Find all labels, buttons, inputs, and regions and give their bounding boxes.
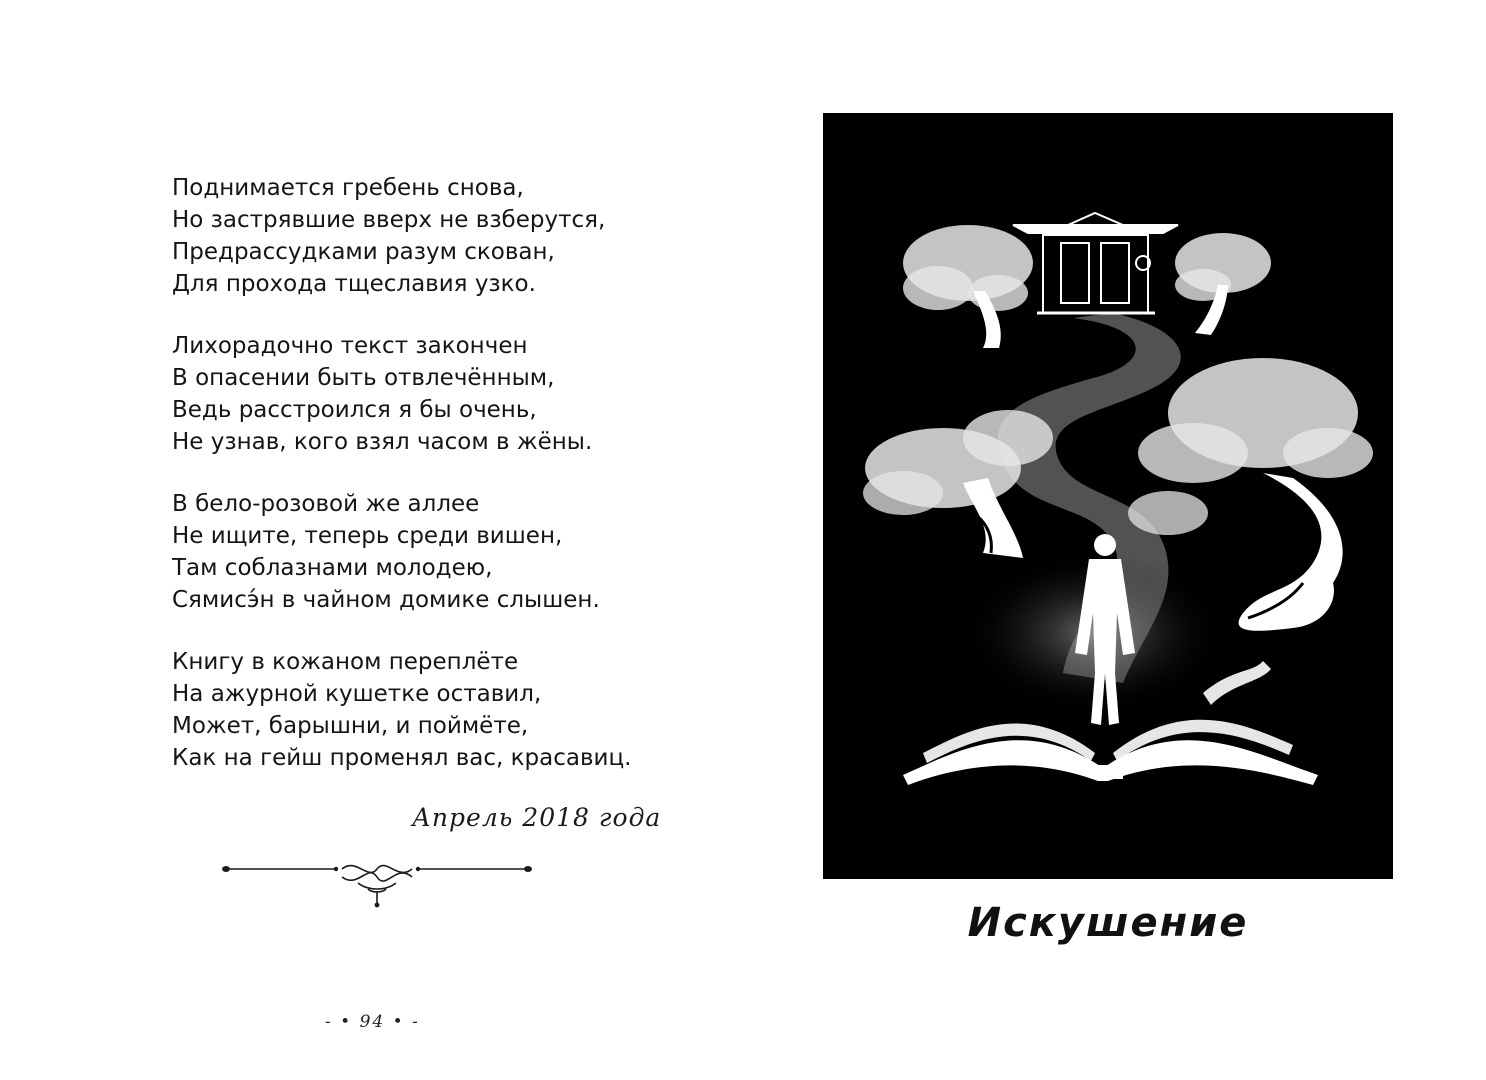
- poem-line: Не ищите, теперь среди вишен,: [172, 523, 563, 549]
- poem: [172, 172, 631, 804]
- chapter-title: Искушение: [967, 900, 1249, 946]
- flourish-divider-icon: [218, 855, 536, 913]
- page-number: - • 94 • -: [325, 1012, 420, 1032]
- poem-line: Для прохода тщеславия узко.: [172, 271, 536, 297]
- poem-line: В опасении быть отвлечённым,: [172, 365, 555, 391]
- stanza: [172, 488, 631, 616]
- poem-line: Не узнав, кого взял часом в жёны.: [172, 429, 593, 455]
- illustration: [823, 113, 1393, 879]
- poem-line: Книгу в кожаном переплёте: [172, 649, 519, 675]
- poem-line: Но застрявшие вверх не взберутся,: [172, 207, 606, 233]
- stanza: [172, 330, 631, 458]
- poem-line: На ажурной кушетке оставил,: [172, 681, 542, 707]
- book-path-figure-trees-teahouse-illustration-icon: [823, 113, 1393, 879]
- poem-line: Может, барышни, и поймёте,: [172, 713, 529, 739]
- stanza: [172, 646, 631, 774]
- poem-line: Там соблазнами молодею,: [172, 555, 493, 581]
- poem-line: Предрассудками разум скован,: [172, 239, 555, 265]
- stanza: [172, 172, 631, 300]
- poem-line: Лихорадочно текст закончен: [172, 333, 528, 359]
- poem-date: Апрель 2018 года: [412, 803, 662, 832]
- poem-line: Сямисэ́н в чайном домике слышен.: [172, 587, 600, 613]
- poem-line: В бело-розовой же аллее: [172, 491, 480, 517]
- poem-line: Ведь расстроился я бы очень,: [172, 397, 537, 423]
- poem-line: Как на гейш променял вас, красавиц.: [172, 745, 632, 771]
- right-page: [743, 0, 1486, 1080]
- poem-line: Поднимается гребень снова,: [172, 175, 524, 201]
